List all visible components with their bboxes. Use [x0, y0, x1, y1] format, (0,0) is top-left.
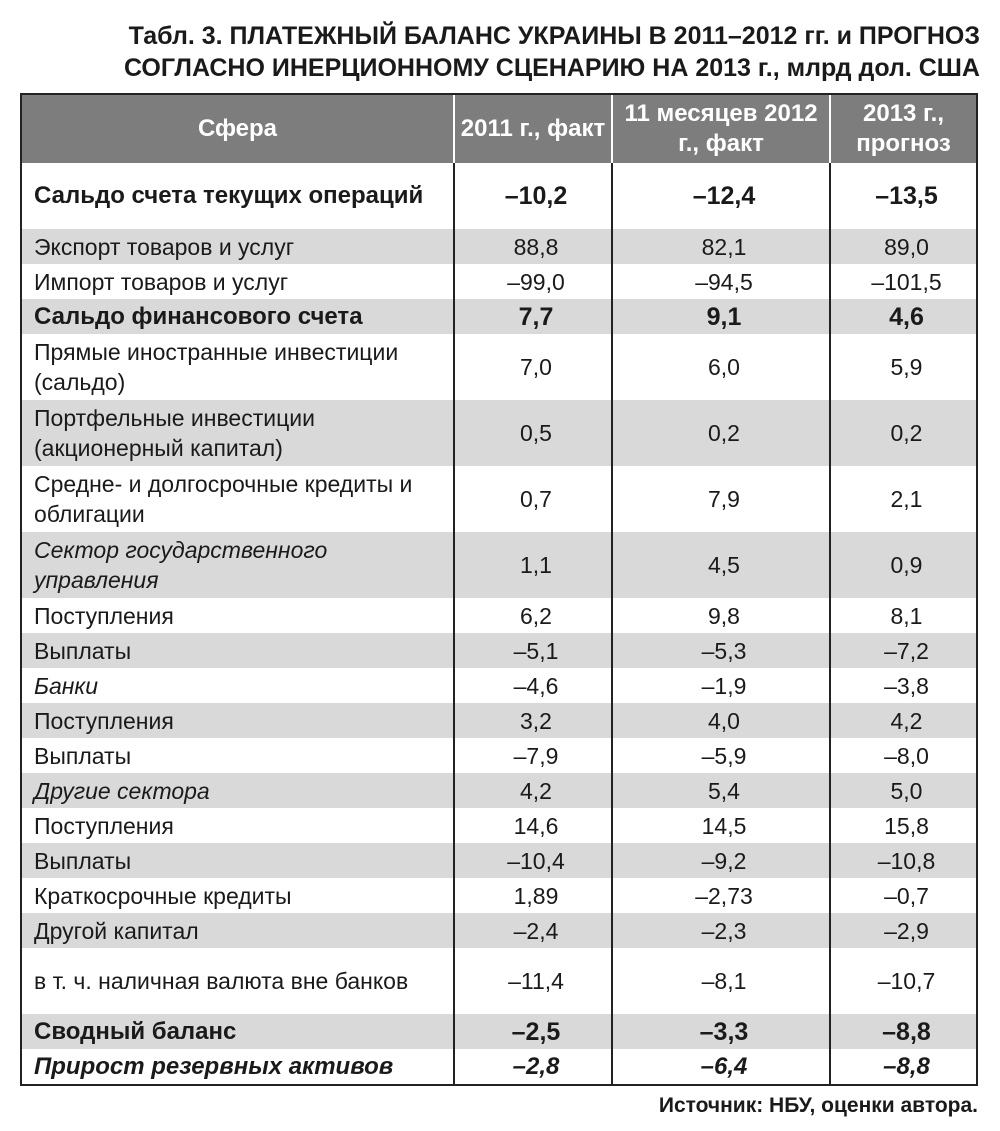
value-2012: 4,5 [612, 532, 830, 598]
table-row [22, 1014, 976, 1049]
table-row [22, 878, 976, 913]
table-row [22, 1049, 976, 1084]
header-row [22, 95, 976, 163]
table-row [22, 400, 976, 466]
value-2013: –13,5 [830, 163, 976, 229]
table-row [22, 264, 976, 299]
value-2013: –8,8 [830, 1049, 976, 1084]
value-2013: –3,8 [830, 668, 976, 703]
value-2013: 0,9 [830, 532, 976, 598]
value-2012: 14,5 [612, 808, 830, 843]
table-row [22, 948, 976, 1014]
table-row [22, 299, 976, 334]
value-2011: –4,6 [454, 668, 612, 703]
table-row [22, 703, 976, 738]
value-2012: –6,4 [612, 1049, 830, 1084]
value-2012: 9,1 [612, 299, 830, 334]
value-2011: 3,2 [454, 703, 612, 738]
table-row [22, 229, 976, 264]
header-sphere: Сфера [22, 95, 454, 163]
value-2011: 4,2 [454, 773, 612, 808]
row-label: Импорт товаров и услуг [34, 268, 289, 295]
row-label: Выплаты [34, 742, 132, 769]
header-2013: 2013 г., прогноз [830, 95, 976, 163]
value-2012: –1,9 [612, 668, 830, 703]
table-row [22, 633, 976, 668]
source-note: Источник: НБУ, оценки автора. [658, 1094, 978, 1117]
value-2011: 1,89 [454, 878, 612, 913]
value-2012: 7,9 [612, 466, 830, 532]
value-2013: –2,9 [830, 913, 976, 948]
value-2011: 1,1 [454, 532, 612, 598]
value-2012: –2,3 [612, 913, 830, 948]
value-2011: 14,6 [454, 808, 612, 843]
table-row [22, 738, 976, 773]
value-2013: 0,2 [830, 400, 976, 466]
value-2011: 0,7 [454, 466, 612, 532]
value-2012: 9,8 [612, 598, 830, 633]
table-row [22, 598, 976, 633]
value-2012: –5,3 [612, 633, 830, 668]
value-2012: –3,3 [612, 1014, 830, 1049]
value-2012: –5,9 [612, 738, 830, 773]
value-2013: –8,0 [830, 738, 976, 773]
value-2012: 6,0 [612, 334, 830, 400]
value-2011: –2,5 [454, 1014, 612, 1049]
value-2013: –7,2 [830, 633, 976, 668]
table-row [22, 843, 976, 878]
table-row [22, 668, 976, 703]
row-label: Выплаты [22, 633, 454, 668]
value-2012: –8,1 [612, 948, 830, 1014]
title-line-2: СОГЛАСНО ИНЕРЦИОННОМУ СЦЕНАРИЮ НА 2013 г., млрд дол. США [123, 54, 980, 82]
value-2013: 8,1 [830, 598, 976, 633]
row-label: Экспорт товаров и услуг [22, 229, 454, 264]
value-2011: 6,2 [454, 598, 612, 633]
table-row [22, 466, 976, 532]
row-label: Сводный баланс [22, 1014, 454, 1049]
table-body [22, 163, 976, 1084]
row-label: Выплаты [22, 843, 454, 878]
row-label: Банки [34, 672, 99, 699]
value-2013: 4,2 [830, 703, 976, 738]
row-label: Поступления [22, 703, 454, 738]
table-row [22, 532, 976, 598]
header-2011: 2011 г., факт [454, 95, 612, 163]
value-2012: 4,0 [612, 703, 830, 738]
value-2013: –8,8 [830, 1014, 976, 1049]
value-2011: 7,0 [454, 334, 612, 400]
title-line-1: Табл. 3. ПЛАТЕЖНЫЙ БАЛАНС УКРАИНЫ В 2011–2012 гг. и ПРОГНОЗ [128, 22, 980, 50]
value-2013: 5,9 [830, 334, 976, 400]
table-title [20, 20, 980, 84]
value-2013: 4,6 [830, 299, 976, 334]
table-row [22, 773, 976, 808]
balance-table-frame [20, 93, 978, 1086]
table-row [22, 913, 976, 948]
row-label: Прямые иностранные инвестиции (сальдо) [34, 339, 399, 395]
value-2011: –10,4 [454, 843, 612, 878]
value-2011: –5,1 [454, 633, 612, 668]
value-2013: –10,8 [830, 843, 976, 878]
value-2013: –10,7 [830, 948, 976, 1014]
value-2011: –2,4 [454, 913, 612, 948]
value-2013: 2,1 [830, 466, 976, 532]
value-2012: 82,1 [612, 229, 830, 264]
value-2012: –2,73 [612, 878, 830, 913]
row-label: Сектор государственного управления [22, 532, 454, 598]
row-label: Сальдо финансового счета [22, 299, 454, 334]
value-2012: 5,4 [612, 773, 830, 808]
value-2012: 0,2 [612, 400, 830, 466]
value-2012: –12,4 [612, 163, 830, 229]
value-2013: 15,8 [830, 808, 976, 843]
value-2011: 88,8 [454, 229, 612, 264]
value-2011: –2,8 [454, 1049, 612, 1084]
row-label: Другие сектора [22, 773, 454, 808]
table-row [22, 808, 976, 843]
value-2013: –101,5 [830, 264, 976, 299]
header-2012: 11 месяцев 2012 г., факт [612, 95, 830, 163]
row-label: в т. ч. наличная валюта вне банков [34, 968, 409, 994]
value-2013: –0,7 [830, 878, 976, 913]
value-2013: 89,0 [830, 229, 976, 264]
row-label: Краткосрочные кредиты [34, 882, 292, 909]
table-row [22, 334, 976, 400]
value-2011: 7,7 [454, 299, 612, 334]
value-2012: –94,5 [612, 264, 830, 299]
value-2011: 0,5 [454, 400, 612, 466]
value-2011: –11,4 [454, 948, 612, 1014]
row-label: Средне- и долгосрочные кредиты и облигации [34, 471, 413, 527]
value-2011: –10,2 [454, 163, 612, 229]
value-2012: –9,2 [612, 843, 830, 878]
row-label: Другой капитал [22, 913, 454, 948]
table-row [22, 163, 976, 229]
row-label: Сальдо счета текущих операций [34, 182, 424, 209]
row-label: Портфельные инвестиции (акционерный капитал) [22, 400, 454, 466]
row-label: Поступления [34, 812, 174, 839]
balance-of-payments-table [22, 95, 976, 1084]
value-2013: 5,0 [830, 773, 976, 808]
value-2011: –99,0 [454, 264, 612, 299]
row-label: Поступления [34, 602, 174, 629]
row-label: Прирост резервных активов [34, 1052, 394, 1080]
value-2011: –7,9 [454, 738, 612, 773]
